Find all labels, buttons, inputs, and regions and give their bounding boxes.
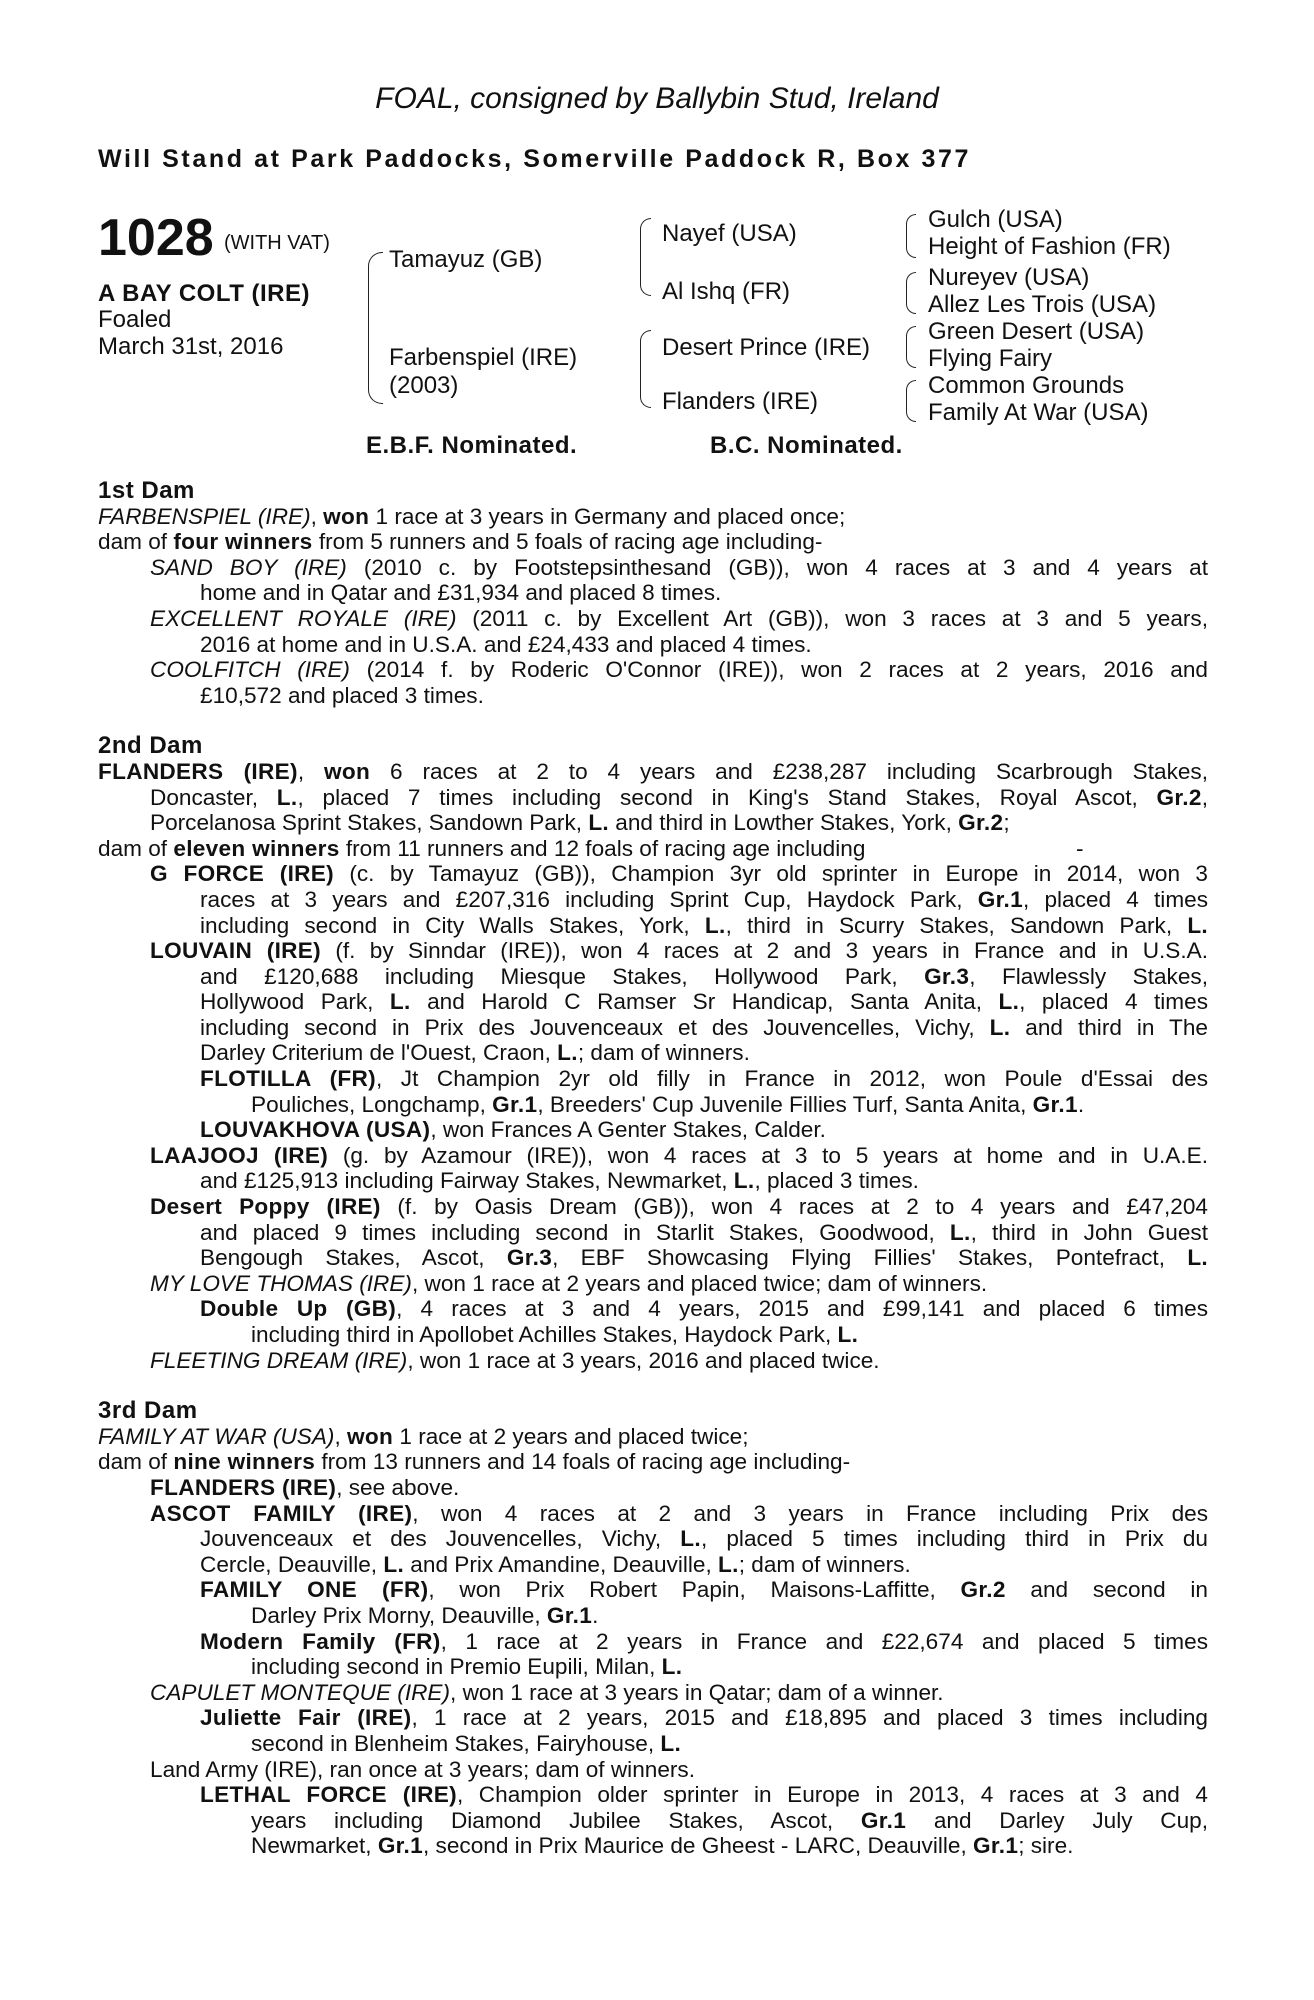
race-grade: Gr.2 [1156, 784, 1202, 810]
text: from 5 runners and 5 foals of racing age including- [312, 529, 823, 555]
text: , placed 5 times including third in Prix du [700, 1526, 1208, 1552]
progeny-entry [98, 1680, 1208, 1706]
text: Cercle, Deauville, [200, 1551, 384, 1577]
text: , third in John Guest [970, 1219, 1208, 1245]
text: and second in [1005, 1577, 1208, 1603]
progeny-entry: Land Army (IRE), ran once at 3 years; dam of winners. [150, 1756, 695, 1782]
progeny-continuation [98, 1833, 1208, 1859]
text: and placed 9 times including second in Starlit Stakes, Goodwood, [200, 1219, 950, 1245]
text: , placed 4 times [1019, 989, 1208, 1015]
text: Newmarket, [251, 1833, 378, 1859]
catalogue-body [98, 478, 1208, 1859]
grandparent: Allez Les Trois (USA) [928, 291, 1157, 318]
grandparent: Gulch (USA) [928, 206, 1063, 233]
text: and £120,688 including Miesque Stakes, Hollywood Park, [200, 963, 925, 989]
progeny-name: COOLFITCH (IRE) [150, 657, 350, 683]
dam: Farbenspiel (IRE) [389, 344, 578, 371]
progeny-continuation [98, 1603, 1208, 1629]
progeny-name: LOUVAIN (IRE) [150, 938, 321, 964]
progeny-name: FLOTILLA (FR) [200, 1066, 376, 1092]
sire-dam: Al Ishq (FR) [662, 278, 791, 305]
pedigree-brace [906, 326, 916, 368]
race-grade: L. [661, 1654, 683, 1680]
vat-label: (WITH VAT) [224, 232, 330, 254]
text: , [334, 1423, 348, 1449]
progeny-continuation [98, 1654, 1208, 1680]
text: 1 race at 3 years in Germany and placed once; [369, 503, 846, 529]
progeny-entry [98, 1348, 1208, 1374]
race-grade: L. [680, 1526, 701, 1552]
text: Porcelanosa Sprint Stakes, Sandown Park, [150, 810, 589, 836]
text: , Flawlessly Stakes, [969, 963, 1208, 989]
text: , placed 7 times including second in King's Stand Stakes, Royal Ascot, [297, 784, 1157, 810]
progeny-entry [98, 1501, 1208, 1527]
progeny-name: LAAJOOJ (IRE) [150, 1142, 329, 1168]
progeny-continuation [98, 1731, 1208, 1757]
progeny-name: FLEETING DREAM (IRE) [150, 1347, 408, 1373]
race-grade: L. [837, 1322, 859, 1347]
progeny-entry [98, 861, 1208, 887]
progeny-continuation [98, 1015, 1208, 1041]
text: Jouvenceaux et des Jouvencelles, Vichy, [200, 1526, 681, 1552]
race-grade: Gr.1 [973, 1833, 1019, 1859]
text: (f. by Sinndar (IRE)), won 4 races at 2 and 3 years in France and in U.S.A. [320, 938, 1208, 964]
pedigree-brace [906, 272, 916, 314]
race-grade: L. [389, 989, 411, 1015]
progeny-continuation [98, 1552, 1208, 1578]
race-grade: L. [733, 1168, 755, 1194]
pedigree-brace [640, 330, 651, 408]
progeny-name: Double Up (GB) [200, 1296, 397, 1322]
progeny-name: CAPULET MONTEQUE (IRE) [150, 1679, 451, 1705]
text: Pouliches, Longchamp, [251, 1091, 493, 1117]
progeny-continuation: 2016 at home and in U.S.A. and £24,433 and placed 4 times. [200, 631, 812, 657]
progeny-continuation [98, 887, 1208, 913]
race-grade: Gr.1 [546, 1602, 593, 1628]
race-grade: L. [1187, 912, 1208, 938]
text: , second in Prix Maurice de Gheest - LARC, Deauville, [422, 1833, 974, 1859]
text: from 11 runners and 12 foals of racing age including [339, 835, 866, 861]
progeny-name: Desert Poppy (IRE) [150, 1194, 381, 1220]
stand-location-line: Will Stand at Park Paddocks, Somerville Paddock R, Box 377 [98, 145, 972, 173]
lot-title: A BAY COLT (IRE) [98, 280, 311, 307]
text: , EBF Showcasing Flying Fillies' Stakes, Pontefract, [552, 1245, 1188, 1271]
text: ; sire. [1018, 1833, 1074, 1859]
text: dam of [98, 1449, 174, 1475]
won-label: won [347, 1423, 394, 1449]
progeny-entry [98, 1629, 1208, 1655]
race-grade: L. [949, 1219, 971, 1245]
grandparent: Family At War (USA) [928, 399, 1149, 426]
progeny-name: LOUVAKHOVA (USA) [200, 1117, 431, 1143]
first-dam-line [98, 504, 1208, 530]
progeny-entry [98, 1296, 1208, 1322]
pedigree-brace [640, 218, 651, 296]
progeny-entry [98, 1117, 1208, 1143]
progeny-entry [98, 657, 1208, 683]
text: , won 1 race at 2 years and placed twice; dam of winners. [411, 1270, 988, 1296]
progeny-entry [98, 1066, 1208, 1092]
dam-dam: Flanders (IRE) [662, 388, 819, 415]
text: . [592, 1602, 599, 1628]
progeny-name: EXCELLENT ROYALE (IRE) [150, 605, 457, 631]
won-label: won [324, 758, 371, 784]
race-grade: L. [557, 1040, 578, 1066]
progeny-continuation: £10,572 and placed 3 times. [200, 682, 484, 708]
text: (g. by Azamour (IRE)), won 4 races at 3 to 5 years at home and in U.A.E. [328, 1142, 1208, 1168]
text: , [297, 758, 325, 784]
text: dam of [98, 835, 174, 861]
text: , see above. [336, 1474, 460, 1500]
text: and £125,913 including Fairway Stakes, Newmarket, [200, 1168, 734, 1194]
pedigree-brace [368, 252, 383, 404]
text: including second in Premio Eupili, Milan, [251, 1654, 662, 1680]
third-dam-produce-line [98, 1449, 1208, 1475]
progeny-name: ASCOT FAMILY (IRE) [150, 1500, 413, 1526]
third-dam-heading: 3rd Dam [98, 1397, 198, 1425]
progeny-continuation [98, 964, 1208, 990]
text: - [1076, 835, 1084, 861]
race-grade: L. [1187, 1245, 1208, 1271]
race-grade: L. [989, 1014, 1011, 1040]
progeny-continuation [98, 1245, 1208, 1271]
grandparent: Height of Fashion (FR) [928, 233, 1171, 260]
lot-number: 1028 [98, 209, 214, 267]
text: , 1 race at 2 years in France and £22,674 and placed 5 times [440, 1628, 1208, 1654]
progeny-continuation [98, 989, 1208, 1015]
winners-count: four winners [173, 529, 313, 555]
winners-count: nine winners [173, 1449, 316, 1475]
progeny-name: MY LOVE THOMAS (IRE) [150, 1270, 412, 1296]
second-dam-continuation [98, 785, 1208, 811]
foaled-date: March 31st, 2016 [98, 333, 284, 360]
text: Darley Prix Morny, Deauville, [251, 1602, 547, 1628]
winners-count: eleven winners [173, 835, 340, 861]
progeny-entry [98, 1782, 1208, 1808]
progeny-continuation [98, 1220, 1208, 1246]
text: , [1201, 784, 1208, 810]
progeny-continuation [98, 1168, 1208, 1194]
progeny-continuation [98, 1526, 1208, 1552]
first-dam-heading: 1st Dam [98, 477, 195, 504]
text: Bengough Stakes, Ascot, [200, 1245, 507, 1271]
text: (f. by Oasis Dream (GB)), won 4 races at 2 to 4 years and £47,204 [380, 1194, 1208, 1220]
text: races at 3 years and £207,316 including Sprint Cup, Haydock Park, [200, 886, 978, 912]
text: , won Frances A Genter Stakes, Calder. [430, 1117, 826, 1143]
text: ; [1003, 810, 1010, 836]
race-grade: Gr.2 [958, 810, 1004, 836]
dam-name: FLANDERS (IRE) [98, 758, 298, 784]
text: (2010 c. by Footstepsinthesand (GB)), won 4 races at 3 and 4 years at [346, 554, 1208, 580]
pedigree-brace [906, 214, 916, 258]
progeny-continuation [98, 1322, 1208, 1348]
race-grade: Gr.2 [960, 1577, 1006, 1603]
progeny-name: SAND BOY (IRE) [150, 554, 347, 580]
race-grade: L. [383, 1551, 405, 1577]
progeny-entry [98, 1577, 1208, 1603]
dam-name: FAMILY AT WAR (USA) [98, 1423, 335, 1449]
text: including second in Prix des Jouvenceaux et des Jouvencelles, Vichy, [200, 1014, 990, 1040]
foaled-label: Foaled [98, 306, 172, 333]
progeny-name: Juliette Fair (IRE) [200, 1705, 412, 1731]
progeny-entry [98, 1705, 1208, 1731]
text: Doncaster, [150, 784, 277, 810]
race-grade: Gr.3 [924, 963, 970, 989]
text: ; dam of winners. [577, 1040, 750, 1066]
race-grade: L. [276, 784, 298, 810]
ebf-nominated: E.B.F. Nominated. [366, 432, 578, 459]
dam-year: (2003) [389, 372, 459, 399]
text: 1 race at 2 years and placed twice; [393, 1423, 749, 1449]
text: , placed 3 times. [754, 1168, 919, 1194]
race-grade: L. [718, 1551, 739, 1577]
text: , won 1 race at 3 years in Qatar; dam of a winner. [450, 1679, 944, 1705]
sire-sire: Nayef (USA) [662, 220, 797, 247]
dam-sire: Desert Prince (IRE) [662, 334, 871, 361]
text: Darley Criterium de l'Ouest, Craon, [200, 1040, 558, 1066]
dam-name: FARBENSPIEL (IRE) [98, 503, 311, 529]
text: dam of [98, 529, 174, 555]
second-dam-heading: 2nd Dam [98, 732, 203, 760]
text: and third in Lowther Stakes, York, [609, 810, 959, 836]
grandparent: Green Desert (USA) [928, 318, 1145, 345]
progeny-continuation [98, 913, 1208, 939]
sire: Tamayuz (GB) [389, 246, 543, 273]
first-dam-produce-line [98, 529, 1208, 555]
text: , Jt Champion 2yr old filly in France in 2012, won Poule d'Essai des [375, 1066, 1208, 1092]
text: , 4 races at 3 and 4 years, 2015 and £99,141 and placed 6 times [396, 1296, 1208, 1322]
text: , won 1 race at 3 years, 2016 and placed twice. [407, 1347, 880, 1373]
second-dam-continuation [98, 810, 1208, 836]
progeny-name: Modern Family (FR) [200, 1628, 441, 1654]
text: . [1077, 1091, 1085, 1117]
text: ; dam of winners. [738, 1551, 911, 1577]
progeny-continuation: home and in Qatar and £31,934 and placed 8 times. [200, 580, 722, 606]
text: , [310, 503, 324, 529]
progeny-entry [98, 606, 1208, 632]
text: (c. by Tamayuz (GB)), Champion 3yr old sprinter in Europe in 2014, won 3 [334, 861, 1208, 887]
progeny-entry [98, 1194, 1208, 1220]
text: , won Prix Robert Papin, Maisons-Laffitte, [428, 1577, 961, 1603]
text: from 13 runners and 14 foals of racing age including- [315, 1449, 851, 1475]
text: Hollywood Park, [200, 989, 390, 1015]
progeny-name: FAMILY ONE (FR) [200, 1577, 429, 1603]
text: , Champion older sprinter in Europe in 2013, 4 races at 3 and 4 [456, 1782, 1208, 1808]
text: (2011 c. by Excellent Art (GB)), won 3 races at 3 and 5 years, [456, 605, 1208, 631]
text: and Prix Amandine, Deauville, [404, 1551, 719, 1577]
race-grade: L. [660, 1730, 682, 1756]
race-grade: Gr.1 [860, 1807, 907, 1833]
text: and Harold C Ramser Sr Handicap, Santa Anita, [410, 989, 999, 1015]
progeny-entry [98, 1271, 1208, 1297]
second-dam-line [98, 759, 1208, 785]
race-grade: L. [998, 989, 1020, 1015]
race-grade: Gr.1 [377, 1833, 423, 1859]
text: and third in The [1010, 1014, 1208, 1040]
bc-nominated: B.C. Nominated. [710, 432, 903, 459]
progeny-entry [98, 1475, 1208, 1501]
grandparent: Flying Fairy [928, 345, 1053, 372]
progeny-entry [98, 938, 1208, 964]
progeny-continuation [98, 1092, 1208, 1118]
text: (2014 f. by Roderic O'Connor (IRE)), won 2 races at 2 years, 2016 and [349, 657, 1208, 683]
text: 6 races at 2 to 4 years and £238,287 including Scarbrough Stakes, [370, 758, 1208, 784]
progeny-name: G FORCE (IRE) [150, 861, 334, 887]
text: including third in Apollobet Achilles Stakes, Haydock Park, [251, 1322, 838, 1347]
race-grade: Gr.3 [506, 1245, 553, 1271]
race-grade: L. [588, 810, 609, 836]
progeny-entry [98, 555, 1208, 581]
text: , 1 race at 2 years, 2015 and £18,895 and placed 3 times including [411, 1705, 1208, 1731]
text: years including Diamond Jubilee Stakes, Ascot, [251, 1807, 861, 1833]
progeny-name: LETHAL FORCE (IRE) [200, 1782, 457, 1808]
race-grade: Gr.1 [492, 1091, 538, 1117]
race-grade: Gr.1 [977, 886, 1023, 912]
grandparent: Nureyev (USA) [928, 264, 1090, 291]
grandparent: Common Grounds [928, 372, 1125, 399]
text: , Breeders' Cup Juvenile Fillies Turf, Santa Anita, [537, 1091, 1033, 1117]
race-grade: L. [704, 912, 726, 938]
progeny-entry [98, 1143, 1208, 1169]
progeny-continuation [98, 1808, 1208, 1834]
won-label: won [323, 503, 370, 529]
second-dam-produce-line [98, 836, 1208, 862]
text: , placed 4 times [1022, 886, 1208, 912]
foal-consignor-line: FOAL, consigned by Ballybin Stud, Ireland [375, 82, 939, 115]
pedigree-brace [906, 380, 916, 422]
progeny-continuation [98, 1040, 1208, 1066]
race-grade: Gr.1 [1032, 1091, 1078, 1117]
text: and Darley July Cup, [906, 1807, 1208, 1833]
text: , won 4 races at 2 and 3 years in France including Prix des [412, 1500, 1208, 1526]
third-dam-line [98, 1424, 1208, 1450]
text: , third in Scurry Stakes, Sandown Park, [725, 912, 1188, 938]
text: second in Blenheim Stakes, Fairyhouse, [251, 1730, 661, 1756]
text: including second in City Walls Stakes, York, [200, 912, 705, 938]
progeny-name: FLANDERS (IRE) [150, 1474, 337, 1500]
